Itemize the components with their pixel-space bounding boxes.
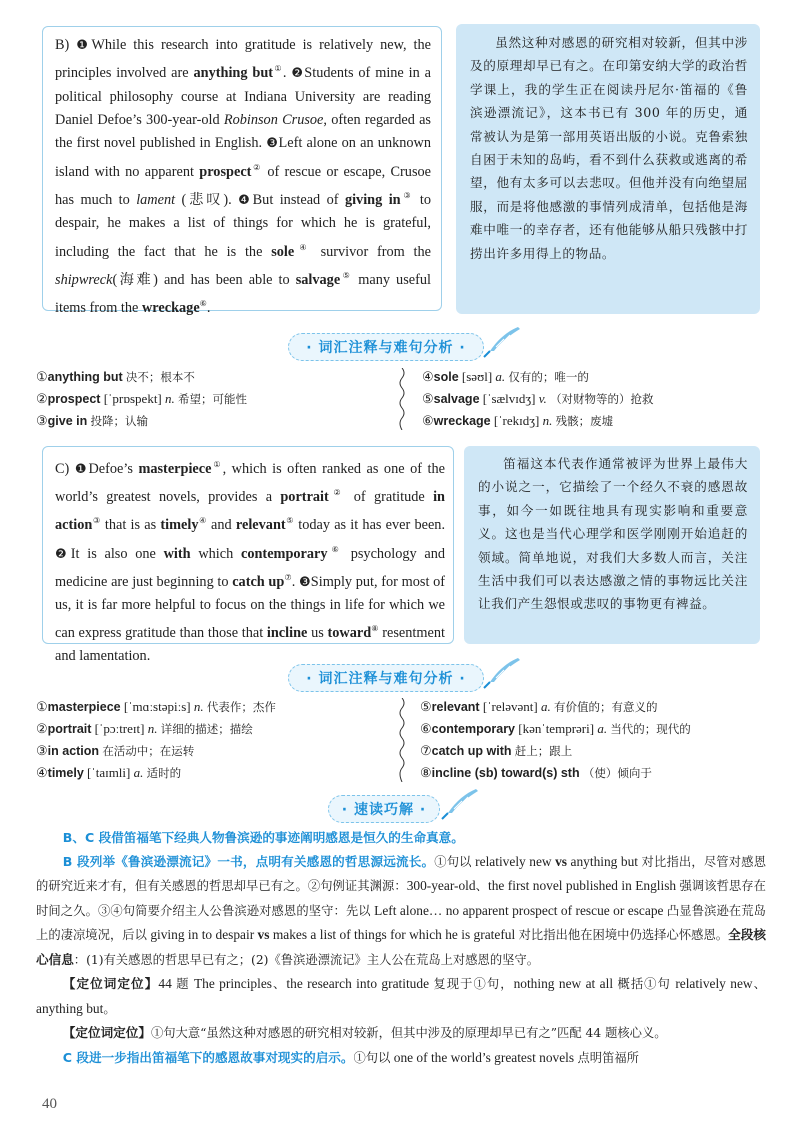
vocab-item: ②portrait [ˈpɔːtreɪt] n. 详细的描述；描绘 xyxy=(36,721,253,736)
vocab-item: ②prospect [ˈprɒspekt] n. 希望；可能性 xyxy=(36,391,248,406)
analysis-para: B 段列举《鲁滨逊漂流记》一书，点明有关感恩的哲思源远流长。①句以 relatively new vs anything but 对比指出，尽管对感恩的研究近来才有，但有关感恩的哲思却早已有之。②句例证其渊源：300-year-old、the first novel published in English 强调该哲思存在时间之久。③④句简要介绍主人公鲁滨逊对感恩的坚守：先以 Left alone… no apparent prospect of rescue or escape 凸显鲁滨逊在荒岛上的凄凉境况，后以 giving in to despair vs makes a list of things for which he is grateful 对比指出他在困境中仍选择心怀感恩。全段核心信息：(1)有关感恩的哲思早已有之；(2)《鲁滨逊漂流记》主人公在荒岛上对感恩的坚守。 xyxy=(36,853,766,967)
vocab-list-2-left xyxy=(36,696,396,784)
quill-icon xyxy=(478,325,522,359)
page-number: 40 xyxy=(42,1096,57,1112)
vocab-item: ④timely [ˈtaɪmli] a. 适时的 xyxy=(36,765,182,780)
section-c-english-text: C) ❶Defoe’s masterpiece①, which is often ranked as one of the world’s greatest novels, provides a portrait② of gratitude in action③ that is as timely④ and relevant⑤ today as it has ever been. ❷It is also one with which contemporary⑥ psychology and medicine are just beginning to catch up⑦. ❸Simply put, for most of us, it is far more helpful to focus on the things in life for which we can express gratitude than those that incline us toward⑧ resentment and lamentation. xyxy=(55,460,446,665)
vocab-banner-1 xyxy=(288,333,484,361)
vocab-item: ⑥contemporary [kənˈtemprəri] a. 当代的；现代的 xyxy=(420,721,691,736)
vocab-item: ⑥wreckage [ˈrekɪdʒ] n. 残骸；废墟 xyxy=(422,413,614,428)
vocab-item: ④sole [səʊl] a. 仅有的；唯一的 xyxy=(422,369,589,384)
section-b-english-text: B) ❶While this research into gratitude is relatively new, the principles involved are anything but①. ❷Students of mine in a political philosophy course at Indiana University are reading Daniel Defoe’s 300-year-old Robinson Crusoe, often regarded as the first novel published in English. ❸Left alone on an unknown island with no apparent prospect② of rescue or escape, Crusoe has much to lament (悲叹). ❹But instead of giving in③ to despair, he makes a list of things for which he is grateful, including the fact that he is the sole④ survivor from the shipwreck(海难) and has been able to salvage⑤ many useful items from the wreckage⑥. xyxy=(55,37,432,316)
vocab-banner-1-label: · 词汇注释与难句分析 · xyxy=(306,340,466,356)
analysis-para: B、C 段借笛福笔下经典人物鲁滨逊的事迹阐明感恩是恒久的生命真意。 xyxy=(62,830,464,845)
divider-wave xyxy=(396,368,408,430)
vocab-item: ⑧incline (sb) toward(s) sth （使）倾向于 xyxy=(420,765,652,780)
vocab-banner-2-label: · 词汇注释与难句分析 · xyxy=(306,671,466,687)
analysis-para: 【定位词定位】44 题 The principles、the research into gratitude 复现于①句，nothing new at all 概括①句 relatively new、anything but。 xyxy=(36,976,766,1016)
analysis-para: C 段进一步指出笛福笔下的感恩故事对现实的启示。①句以 one of the world’s greatest novels 点明笛福所 xyxy=(62,1049,639,1065)
vocab-item: ①masterpiece [ˈmɑːstəpiːs] n. 代表作；杰作 xyxy=(36,699,276,714)
vocab-item: ⑤salvage [ˈsælvɪdʒ] v. （对财物等的）抢救 xyxy=(422,391,654,406)
section-c-english-box xyxy=(42,446,454,665)
vocab-banner-2 xyxy=(288,664,484,692)
section-c-chinese-box xyxy=(464,446,760,644)
vocab-item: ⑦catch up with 赶上；跟上 xyxy=(420,743,573,758)
section-b-chinese-box xyxy=(456,24,760,314)
vocab-item: ③in action 在活动中；在运转 xyxy=(36,743,195,758)
quill-icon xyxy=(478,656,522,690)
section-c-chinese-text: 笛福这本代表作通常被评为世界上最伟大的小说之一，它描绘了一个经久不衰的感恩故事，如今一如既往地具有现实影响和重要意义。这也是当代心理学和医学刚刚开始追赶的领域。简单地说，对我们大多数人而言，关注生活中我们可以表达感激之情的事物远比关注让我们产生怨恨或悲叹的事物更有裨益。 xyxy=(478,456,748,612)
quick-read-banner-label: · 速读巧解 · xyxy=(341,802,427,818)
analysis-section xyxy=(36,826,766,1070)
vocab-item: ⑤relevant [ˈreləvənt] a. 有价值的；有意义的 xyxy=(420,699,658,714)
vocab-list-1-left xyxy=(36,366,396,432)
divider-wave xyxy=(396,698,408,782)
vocab-list-1-right xyxy=(422,366,782,432)
quill-icon xyxy=(436,787,480,821)
vocab-list-2-right xyxy=(420,696,790,784)
analysis-para: 【定位词定位】①句大意“虽然这种对感恩的研究相对较新，但其中涉及的原理却早已有之”匹配 44 题核心义。 xyxy=(62,1025,667,1040)
section-b-english-box xyxy=(42,26,442,316)
section-b-chinese-text: 虽然这种对感恩的研究相对较新，但其中涉及的原理却早已有之。在印第安纳大学的政治哲学课上，我的学生正在阅读丹尼尔·笛福的《鲁滨逊漂流记》，这本书已有 300 年的历史，通常被认为是第一部用英语出版的小说。克鲁索独自困于未知的岛屿，看不到什么获救或逃离的希望，他有太多可以去悲叹。但他并没有向绝望屈服，而是将他感激的事情列成清单，包括他是海难中唯一的幸存者，还有他能够从船只残骸中打捞出许多用得上的物品。 xyxy=(470,35,748,261)
quick-read-banner xyxy=(328,795,440,823)
vocab-item: ③give in 投降；认输 xyxy=(36,413,148,428)
vocab-item: ①anything but 决不；根本不 xyxy=(36,369,195,384)
